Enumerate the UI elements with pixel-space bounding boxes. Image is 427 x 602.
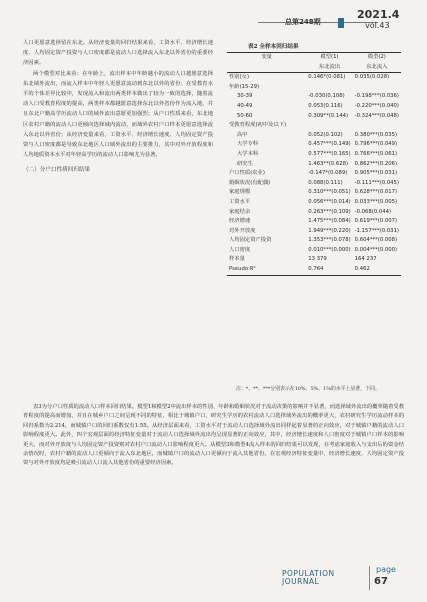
table-row (227, 208, 401, 218)
row-label: 性别(女) (229, 74, 250, 81)
row-label: 经济增速 (229, 218, 251, 225)
table-row (227, 131, 401, 141)
table-row (227, 179, 401, 189)
table-row (227, 236, 401, 246)
row-label: 研究生 (237, 160, 253, 167)
table-row (227, 255, 401, 265)
model2-value: -0.111***(0.045) (354, 179, 399, 186)
journal-header (0, 0, 427, 36)
paragraph: 表3为分户口性质的流动人口样本回归结果。模型1和模型2中流出样本的性别、年龄和婚姻状况对于流动决策的影响并不显著，而选择域外流出的概率随着受教育程度的提高而增加，并且在城乡户口之间呈现不同的特征，相比于城镇户口，研究生学历的农村流动人口选择域外流出的概率更大，农村研究生学历流动样本的回归系数为2.214，而城镇户口的回归系数仅有1.55。从经济层面来看，工资水平对于流动人口选择域外流出同样起着显著的正向效应，对于城镇户籍的流动人口影响程度更大。此外，四个宏观层面的经济特征变量对于流动人口选择域外流出均呈现显著的正向效应，其中，经济增长速度和人口密度对于城镇户口样本的影响更大，而对外开放度与人均固定资产投资则对农村户口流动人口影响程度更大。从模型3和模型4流入样本的回归结果可以发现，在考虑家庭收入与支出后的资金结余情况时，农村户籍的流动人口更倾向于流入东北地区，而城镇户口的流动人口更倾向于流入其他省份。在宏观经济特征变量中，经济增长速度、人均固定资产投资与对外开放度均是吸引流动人口流入其他省份的重要经济因素。 (23, 404, 404, 467)
row-label: 受教育程度(初中及以下) (229, 122, 287, 129)
model2-value: 164 237 (354, 256, 377, 263)
table-row (227, 160, 401, 170)
model1-value: 1.475***(0.084) (308, 218, 351, 225)
model1-value: -0.030(0.108) (308, 93, 345, 100)
model1-value: 0.309**(0.144) (308, 112, 349, 119)
model1-value: 0.088(0.111) (308, 179, 343, 186)
model2-value: 0.628***(0.017) (354, 189, 398, 196)
model1-value: 0.764 (306, 265, 352, 275)
model1-value: 1.949***(0.220) (308, 227, 351, 234)
row-label: 大学专科 (237, 141, 259, 148)
row-label: 户口性质(农业) (229, 170, 265, 177)
model1-value: 0.056***(0.014) (308, 198, 351, 205)
page-label: page (376, 565, 396, 574)
model2-value: 0.796***(0.049) (354, 141, 398, 148)
table-row (227, 121, 401, 131)
regression-table (227, 52, 401, 276)
table-header-model1: 模型(1) (306, 53, 352, 63)
model2-value (353, 121, 401, 131)
row-label: 人口密度 (229, 246, 251, 253)
issue-year: 2021.4 (357, 8, 400, 21)
issue-number: 总第248期 (285, 18, 321, 26)
table-row (227, 188, 401, 198)
table-row (227, 265, 401, 275)
row-label: 高中 (237, 131, 248, 138)
table-header-var: 变量 (227, 53, 306, 63)
page-number: 67 (374, 576, 388, 587)
left-column-text (23, 38, 213, 179)
row-label: 人均固定资产投资 (229, 237, 272, 244)
model2-value: 0.033***(0.005) (354, 198, 398, 205)
model2-value: 0.380***(0.035) (354, 131, 398, 138)
model1-value: 0.577***(0.165) (308, 150, 351, 157)
table-row (227, 227, 401, 237)
table-row (227, 246, 401, 256)
table-row (227, 73, 401, 83)
table-subheader-outflow: 东北流出 (306, 63, 352, 73)
table-row (227, 217, 401, 227)
model2-value: 0.619***(0.007) (354, 218, 398, 225)
journal-name (282, 570, 335, 586)
paragraph: 两个模型对比来看：在年龄上，流出样本中年龄越小的流动人口越愿意选择东北域外流出，而流入样本中年轻人更愿意流动到东北以外的省份；在受教育水平的个体差异比较中，发现流入和流出两类样本做出了较为一致的选择，随着流动人口受教育程度的提高，两类样本都越愿意选择东北以外省份作为流入地，并且东北户籍高学历流动人口的域外流出意愿更加强烈；从户口性质来看，东北地区农村户籍的流动人口更倾向选择域内流动，而域外农村户口样本更愿意选择流入东北以外省份；从经济变量来看，工资水平、经济增长速度、人均固定资产投资与人口密度都是导致东北地区人口域外流出的主要推力，其中对外开放程度和人均地质资本水平对年轻高学历的流动人口影响尤为显著。 (23, 70, 213, 159)
model2-value: 0.766***(0.061) (354, 150, 398, 157)
table-subheader-inflow: 东北流入 (353, 63, 401, 73)
row-label: 样本量 (229, 256, 245, 263)
row-label: 大学本科 (237, 150, 259, 157)
table-row (227, 198, 401, 208)
model1-value: 13 379 (308, 256, 327, 263)
model1-value: 0.310***(0.051) (308, 189, 351, 196)
table-row (227, 140, 401, 150)
paragraph: 人口更愿意选择留在东北。从经济变量的回归结果来看，工资水平、经济增长速度、人均固定资产投资与人口密度都是流动人口选择流入东北以外省份的重要经济因素。 (23, 40, 213, 67)
table-title: 表2 全样本回归结果 (248, 44, 299, 50)
model2-value: 0.905***(0.031) (354, 170, 398, 177)
model1-value: 1.353***(0.078) (308, 237, 351, 244)
table-row (227, 102, 401, 112)
table-row (227, 169, 401, 179)
model2-value: -1.157***(0.031) (354, 227, 399, 234)
row-label: 婚姻状况(有配偶) (229, 179, 271, 186)
model1-value: 1.463**(0.628) (308, 160, 349, 167)
row-label: 家庭结余 (229, 208, 251, 215)
model2-value (353, 83, 401, 93)
row-label: Pseudo R² (227, 265, 306, 275)
model2-value: 0.035(0.028) (354, 74, 390, 81)
model2-value: 0.862***(0.206) (354, 160, 398, 167)
model2-value: -0.198***(0.036) (354, 93, 399, 100)
table-header-model2: 模型(2) (353, 53, 401, 63)
model1-value: 0.146*(0.081) (308, 74, 346, 81)
model2-value: -0.324***(0.048) (354, 112, 399, 119)
model1-value: 0.457***(0.149) (308, 141, 351, 148)
bottom-text (23, 403, 404, 469)
table-note: 注：*、**、***分别表示在10%、5%、1%的水平上显著，下同。 (236, 386, 380, 392)
model1-value: -0.147*(0.089) (308, 170, 348, 177)
model1-value: 0.263***(0.109) (308, 208, 351, 215)
model2-value: 0.604***(0.008) (354, 237, 398, 244)
row-label: 40-49 (237, 102, 253, 109)
model1-value (306, 121, 352, 131)
model1-value: 0.010***(0.000) (308, 246, 351, 253)
table-row (227, 112, 401, 122)
row-label: 工资水平 (229, 198, 251, 205)
row-label: 家庭规模 (229, 189, 251, 196)
journal-name-line1: POPULATION (282, 569, 335, 578)
model1-value (306, 83, 352, 93)
volume-number: vol.43 (365, 21, 390, 30)
model1-value: 0.052(0.102) (308, 131, 343, 138)
model2-value: -0.068(0.044) (354, 208, 392, 215)
footer-divider (369, 566, 370, 590)
row-label: 30-39 (237, 93, 253, 100)
table-row (227, 92, 401, 102)
row-label: 对外开放度 (229, 227, 256, 234)
row-label: 50-60 (237, 112, 253, 119)
model2-value: -0.220***(0.040) (354, 102, 399, 109)
model2-value: 0.004***(0.000) (354, 246, 398, 253)
header-accent-bar (338, 18, 344, 28)
model2-value: 0.462 (353, 265, 401, 275)
journal-name-line2: JOURNAL (282, 577, 320, 586)
row-label: 年龄(15-29) (229, 83, 260, 90)
section-subheading: （二）分户口性质回归结果 (23, 167, 91, 174)
model1-value: 0.053(0.116) (308, 102, 343, 109)
table-row (227, 150, 401, 160)
table-row (227, 83, 401, 93)
